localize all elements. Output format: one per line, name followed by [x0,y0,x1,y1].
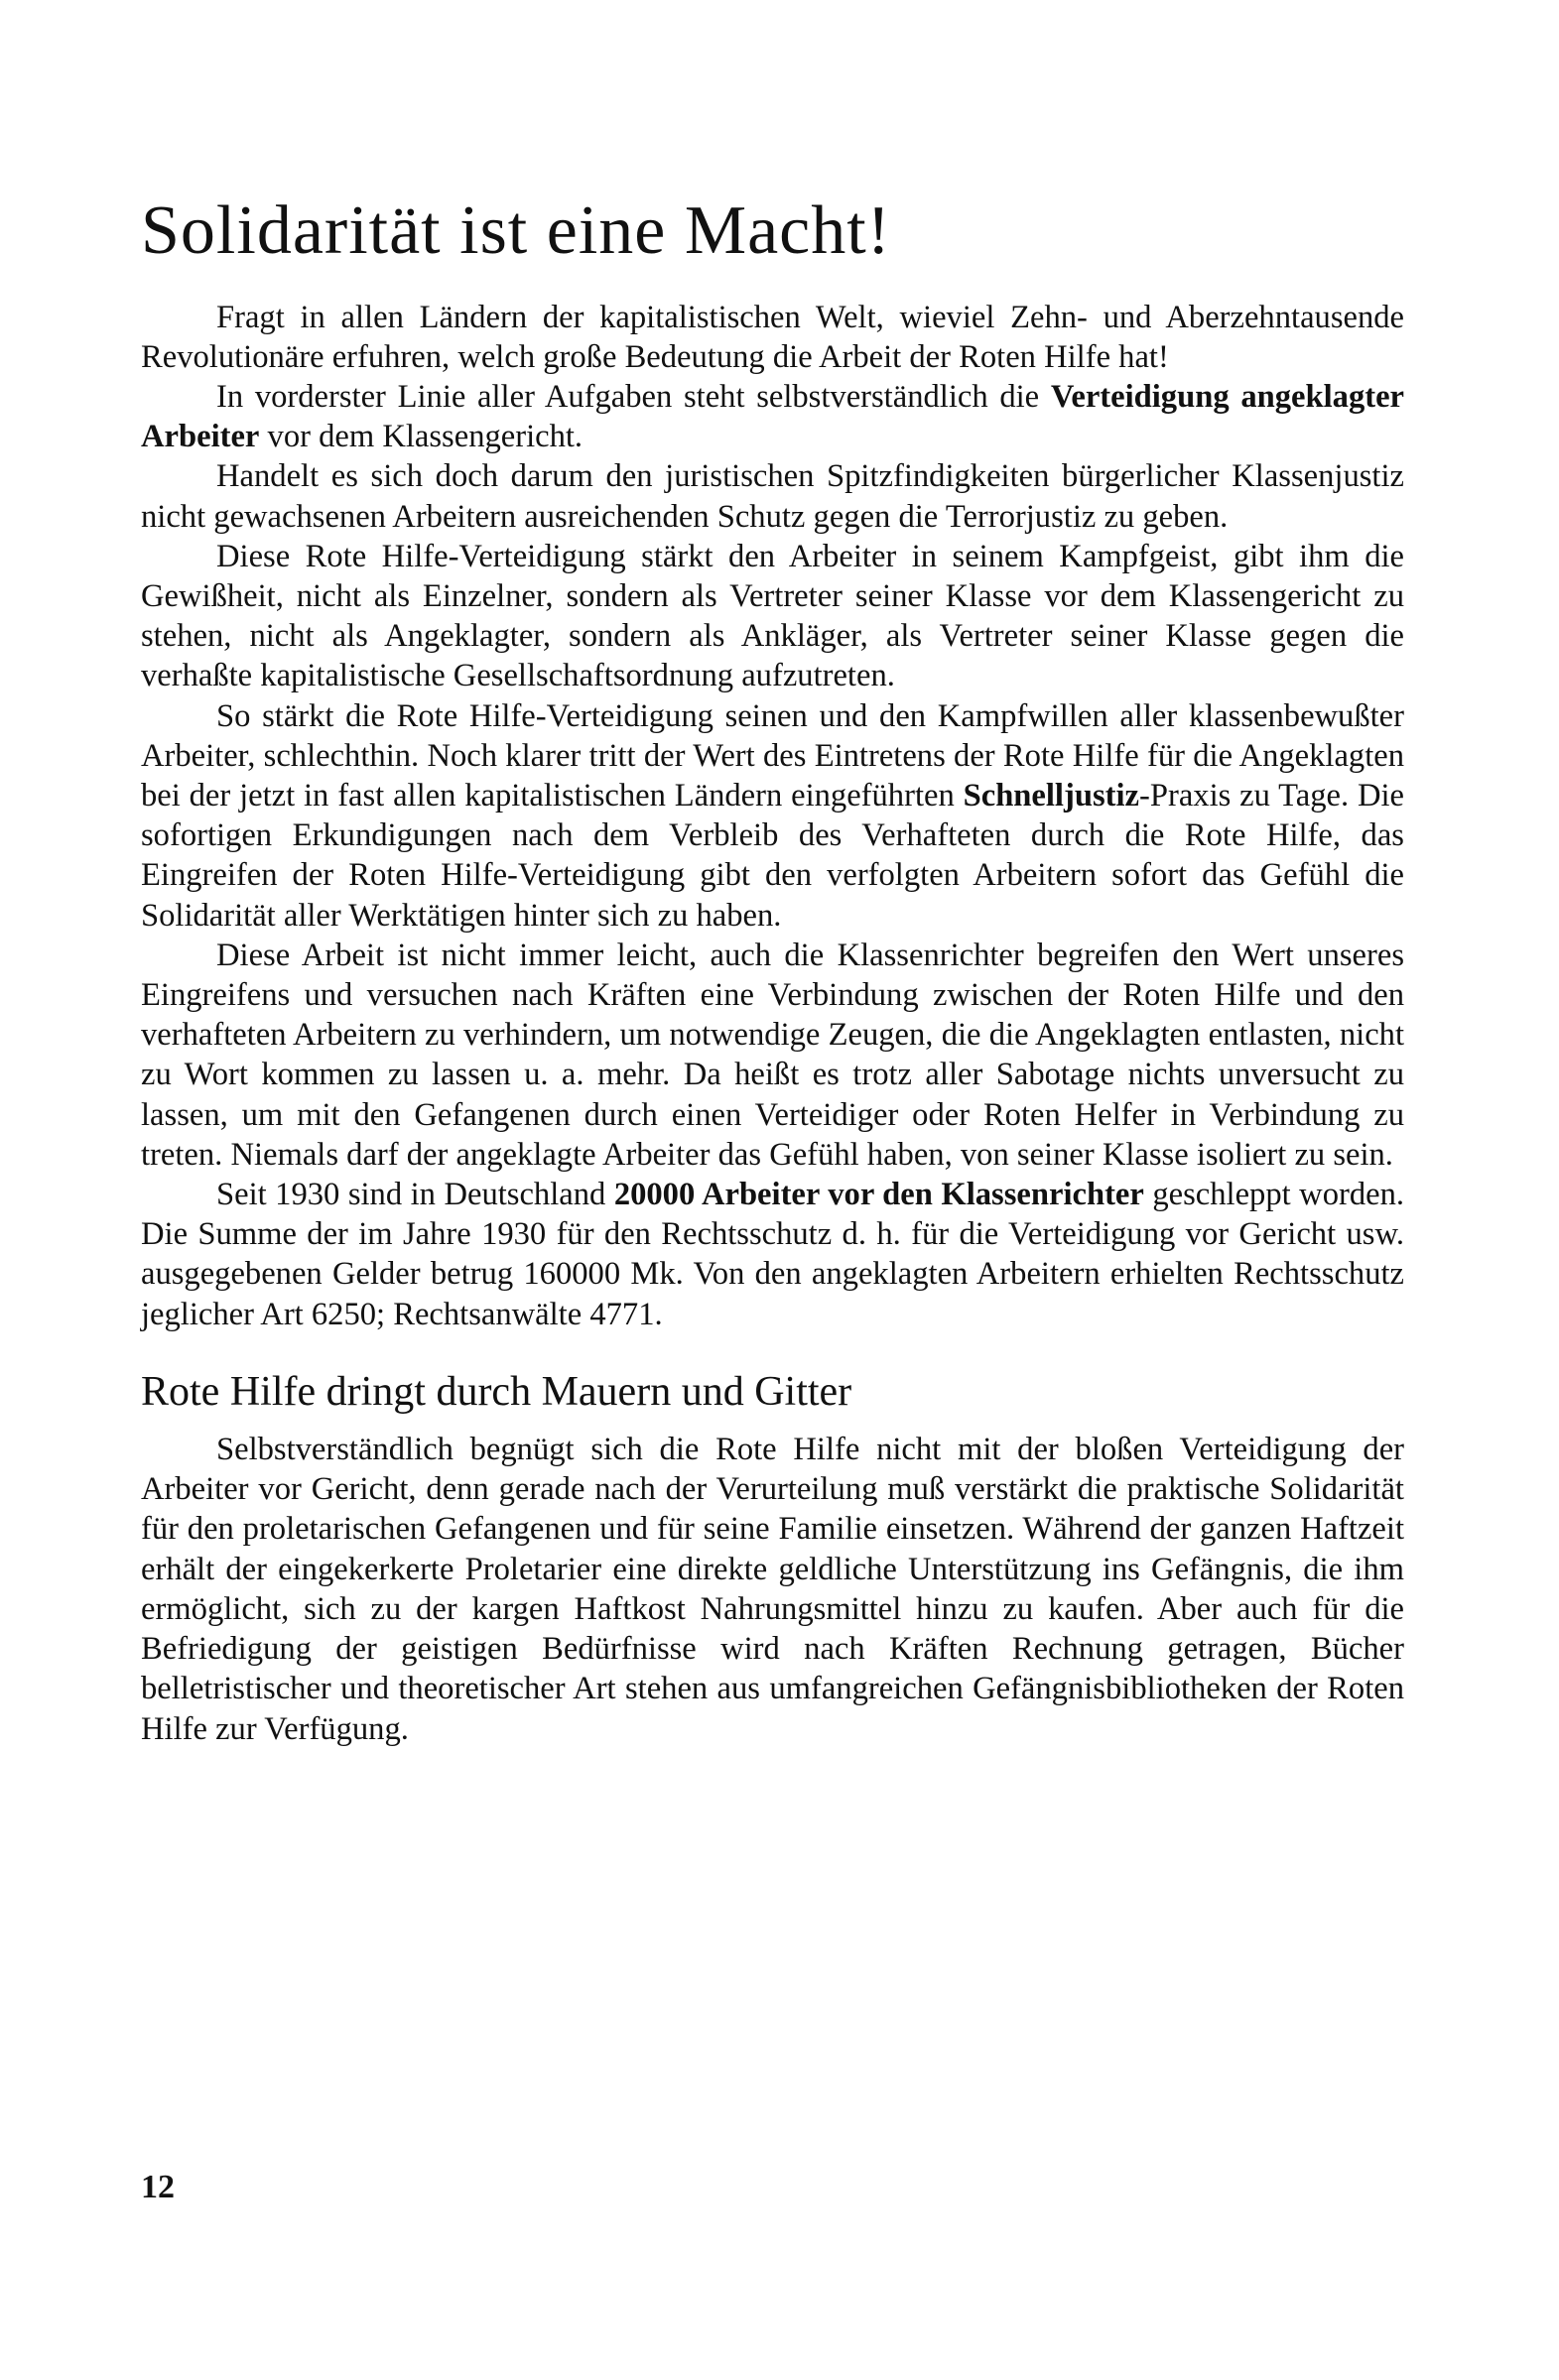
paragraph [141,537,1404,696]
paragraph-text: Selbstverständlich begnügt sich die Rote Hilfe nicht mit der bloßen Verteidigung der Arbeiter vor Gericht, denn gerade nach der Verurteilung muß verstärkt die praktische Solidarität für den proletarischen Gefangenen und für seine Familie einsetzen. Während der ganzen Haftzeit erhält der eingekerkerte Proletarier eine direkte geldliche Unterstützung ins Gefängnis, die ihm ermöglicht, sich zu der kargen Haftkost Nahrungsmittel hinzu zu kaufen. Aber auch für die Befriedigung der geistigen Bedürfnisse wird nach Kräften Rechnung getragen, Bücher belletristischer und theoretischer Art stehen aus umfangreichen Gefängnisbibliotheken der Roten Hilfe zur Verfügung. [141,1432,1404,1747]
document-body [141,194,1404,1749]
bold-phrase: Verteidigung angeklagter Arbeiter [141,378,1404,455]
paragraph [141,1430,1404,1749]
paragraph [141,696,1404,936]
paragraph-text: geschleppt worden. Die Summe der im Jahre 1930 für den Rechtsschutz d. h. für die Verteidigung vor Gericht usw. ausgegebenen Gelder betrug 160000 Mk. Von den angeklagten Arbeitern erhielten Rechtsschutz jeglicher Art 6250; Rechtsanwälte 4771. [141,1176,1405,1332]
paragraph [141,298,1404,377]
paragraph-text: Handelt es sich doch darum den juristischen Spitzfindigkeiten bürgerlicher Klassenjustiz nicht gewachsenen Arbeitern ausreichenden Schutz gegen die Terrorjustiz zu geben. [141,458,1404,535]
paragraph [141,936,1404,1175]
paragraph-text: So stärkt die Rote Hilfe-Verteidigung seinen und den Kampfwillen aller klassenbewußter Arbeiter, schlechthin. Noch klarer tritt der Wert des Eintretens der Rote Hilfe für die Angeklagten bei der jetzt in fast allen kapitalistischen Ländern eingeführten [141,697,1404,814]
paragraph-text: In vorderster Linie aller Aufgaben steht selbstverständlich die [216,378,1051,415]
page-title: Solidarität ist eine Macht! [141,192,891,269]
section-heading: Rote Hilfe dringt durch Mauern und Gitter [141,1368,852,1415]
paragraph-text: -Praxis zu Tage. Die sofortigen Erkundigungen nach dem Verbleib des Verhafteten durch die Rote Hilfe, das Eingreifen der Roten Hilfe-Verteidigung gibt den verfolgten Arbeitern sofort das Gefühl die Solidarität aller Werktätigen hinter sich zu haben. [141,777,1405,934]
paragraph-text: vor dem Klassengericht. [259,419,584,455]
paragraph-text: Seit 1930 sind in Deutschland [216,1176,614,1212]
paragraph-text: Diese Rote Hilfe-Verteidigung stärkt den Arbeiter in seinem Kampfgeist, gibt ihm die Gewißheit, nicht als Einzelner, sondern als Vertreter seiner Klasse vor dem Klassengericht zu stehen, nicht als Angeklagter, sondern als Ankläger, als Vertreter seiner Klasse gegen die verhaßte kapitalistische Gesellschaftsordnung aufzutreten. [141,538,1404,694]
page-number: 12 [141,2169,175,2205]
paragraph [141,1175,1404,1334]
paragraph [141,456,1404,536]
paragraph-text: Fragt in allen Ländern der kapitalistischen Welt, wieviel Zehn- und Aberzehntausende Revolutionäre erfuhren, welch große Bedeutung die Arbeit der Roten Hilfe hat! [141,299,1404,375]
bold-phrase: Schnelljustiz [963,777,1139,814]
bold-phrase: 20000 Arbeiter vor den Klassenrichter [613,1176,1144,1212]
paragraph-text: Diese Arbeit ist nicht immer leicht, auch die Klassenrichter begreifen den Wert unseres Eingreifens und versuchen nach Kräften eine Verbindung zwischen der Roten Hilfe und den verhafteten Arbeitern zu verhindern, um notwendige Zeugen, die die Angeklagten entlasten, nicht zu Wort kommen zu lassen u. a. mehr. Da heißt es trotz aller Sabotage nichts unversucht zu lassen, um mit den Gefangenen durch einen Verteidiger oder Roten Helfer in Verbindung zu treten. Niemals darf der angeklagte Arbeiter das Gefühl haben, von seiner Klasse isoliert zu sein. [141,937,1404,1173]
paragraph [141,377,1404,456]
